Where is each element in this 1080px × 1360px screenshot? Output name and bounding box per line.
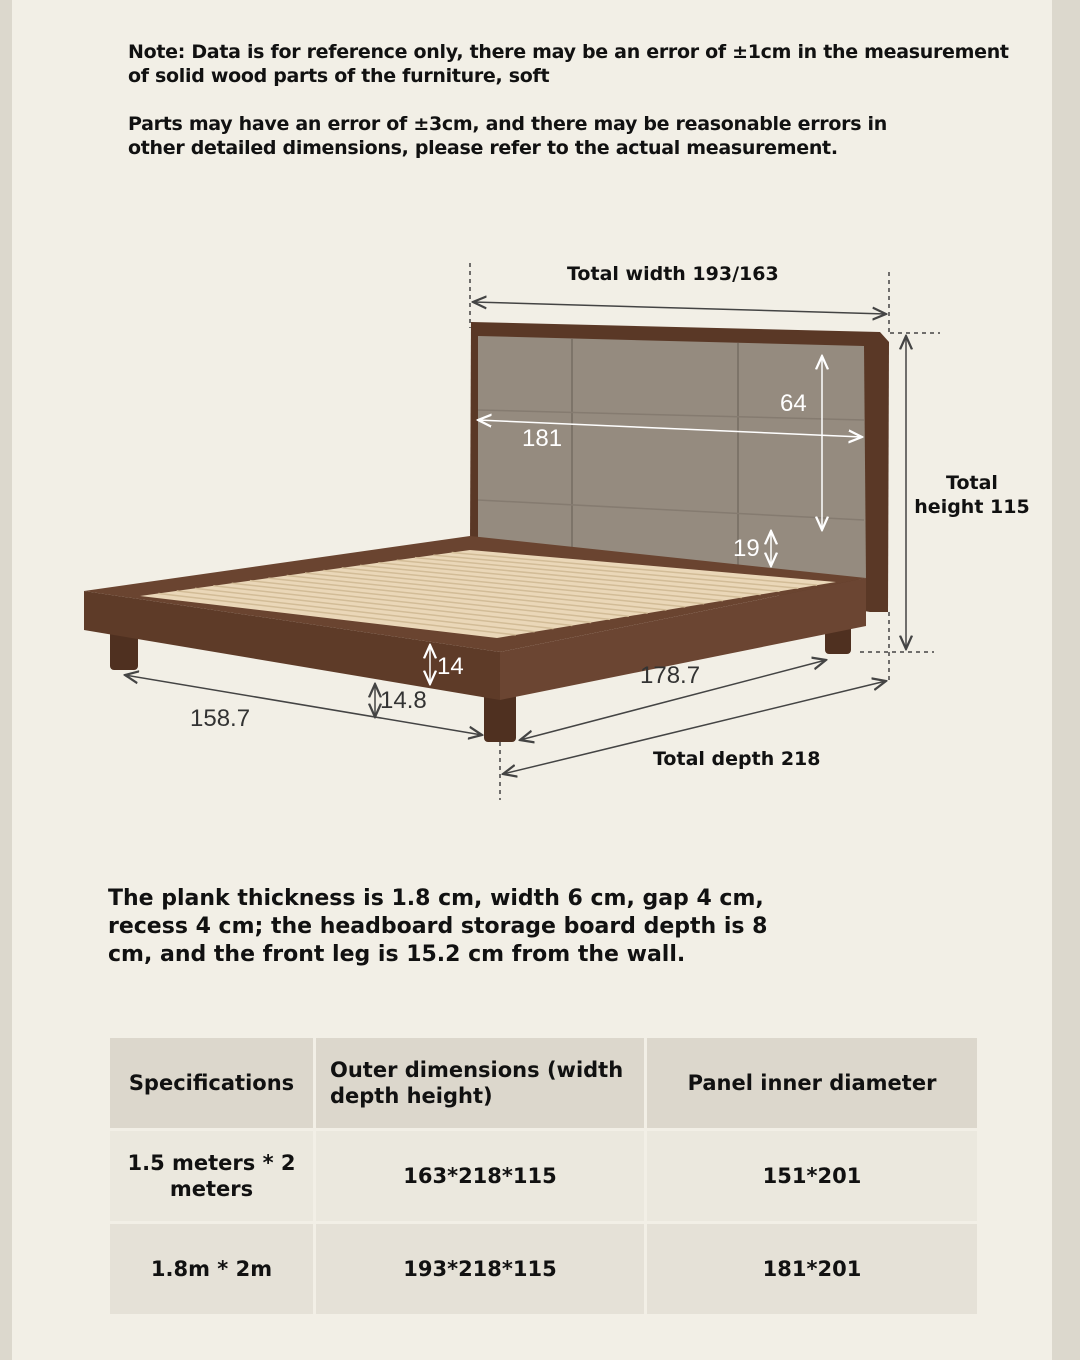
leg-height-label: 14.8 — [380, 687, 427, 714]
note-accuracy-soft-parts: Parts may have an error of ±3cm, and there may be reasonable errors in other detailed dimensions, please refer to the actual measurement. — [128, 113, 887, 159]
specifications-table — [107, 1035, 980, 1317]
total-height-label: Total height 115 — [914, 472, 1030, 518]
cell-spec: 1.5 meters * 2 meters — [109, 1130, 315, 1223]
frame-height-label: 14 — [437, 653, 464, 680]
inner-length-label: 178.7 — [640, 662, 701, 689]
panel-height-label: 64 — [780, 390, 807, 417]
header-outer-dimensions: Outer dimensions (width depth height) — [315, 1037, 646, 1130]
cell-panel: 181*201 — [646, 1223, 979, 1316]
table-row — [109, 1130, 979, 1223]
cell-panel: 151*201 — [646, 1130, 979, 1223]
cell-spec: 1.8m * 2m — [109, 1223, 315, 1316]
table-row — [109, 1223, 979, 1316]
plank-description: The plank thickness is 1.8 cm, width 6 cm, gap 4 cm, recess 4 cm; the headboard storage board depth is 8 cm, and the front leg is 15.2 cm from the wall. — [108, 886, 768, 967]
header-specifications: Specifications — [109, 1037, 315, 1130]
cell-outer: 193*218*115 — [315, 1223, 646, 1316]
header-panel-inner-diameter: Panel inner diameter — [646, 1037, 979, 1130]
panel-bottom-label: 19 — [733, 535, 760, 562]
total-depth-label: Total depth 218 — [653, 748, 821, 770]
total-width-label: Total width 193/163 — [567, 263, 779, 285]
table-header-row — [109, 1037, 979, 1130]
panel-width-label: 181 — [522, 425, 563, 452]
note-accuracy-solid-wood: Note: Data is for reference only, there may be an error of ±1cm in the measurement of solid wood parts of the furniture, soft — [128, 41, 1009, 87]
inner-width-label: 158.7 — [190, 705, 251, 732]
cell-outer: 163*218*115 — [315, 1130, 646, 1223]
